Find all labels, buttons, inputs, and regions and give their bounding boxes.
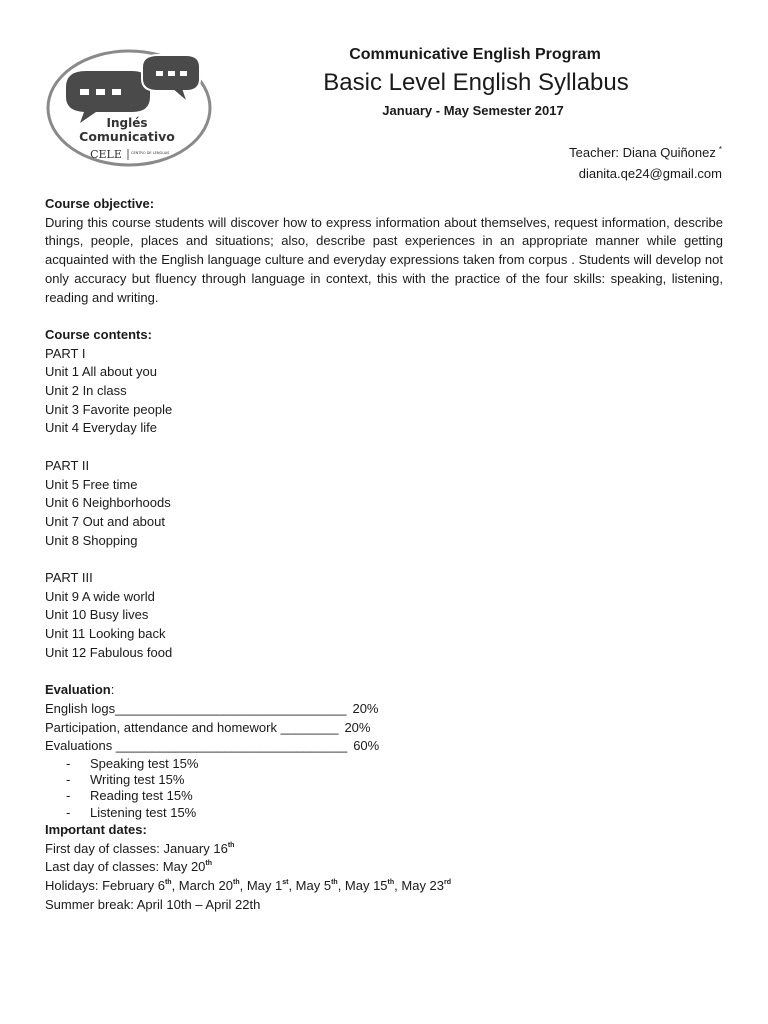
ordinal-suffix: th xyxy=(232,878,240,886)
contents-heading: Course contents: xyxy=(45,326,152,342)
test-item: - Reading test 15% xyxy=(45,788,723,804)
evaluation-percent: 20% xyxy=(352,700,379,716)
logo-org: CELE xyxy=(90,148,122,161)
evaluation-heading: Evaluation xyxy=(45,682,111,698)
part-title: PART I xyxy=(45,345,86,361)
objective-text: During this course students will discover how to express information about themselves, request information, describe things, people, places and situations; also, describe past experiences in an appropriate manner while getting acquainted with the English language culture and everyday expressions taken from corpus . Students will develop not only accuracy but fluency through language in context, this with the practice of the four skills: speaking, listening, reading and writing. xyxy=(45,214,723,305)
test-item: - Listening test 15% xyxy=(45,805,723,821)
unit-item: Unit 6 Neighborhoods xyxy=(45,495,171,511)
page-title: Basic Level English Syllabus xyxy=(323,69,629,96)
test-item: - Speaking test 15% xyxy=(45,756,723,772)
evaluation-row xyxy=(45,737,723,756)
evaluation-label: English logs________________________________ xyxy=(45,700,347,716)
objective-heading: Course objective: xyxy=(45,196,155,211)
unit-item: Unit 8 Shopping xyxy=(45,532,138,548)
teacher-name: Teacher: Diana Quiñonez xyxy=(569,145,716,160)
ordinal-suffix: th xyxy=(164,878,172,886)
evaluation-colon: : xyxy=(110,682,115,698)
holiday-date: , May 5 xyxy=(288,877,332,893)
ordinal-suffix: th xyxy=(227,841,235,849)
unit-item: Unit 11 Looking back xyxy=(45,626,166,642)
unit-item: Unit 7 Out and about xyxy=(45,513,165,529)
teacher-line xyxy=(569,139,722,163)
ordinal-suffix: st xyxy=(282,878,289,886)
dates-heading: Important dates: xyxy=(45,821,147,837)
test-item: - Writing test 15% xyxy=(45,772,723,788)
unit-item: Unit 2 In class xyxy=(45,383,127,399)
ordinal-suffix: rd xyxy=(444,878,452,886)
last-day xyxy=(45,858,723,877)
ordinal-suffix: th xyxy=(387,878,395,886)
last-day-text: Last day of classes: May 20 xyxy=(45,859,206,875)
unit-item: Unit 5 Free time xyxy=(45,476,138,492)
unit-item: Unit 1 All about you xyxy=(45,364,158,380)
semester: January - May Semester 2017 xyxy=(382,103,564,118)
part-1 xyxy=(45,345,723,439)
logo-line1: Inglés xyxy=(106,116,148,130)
evaluation-label: Participation, attendance and homework ________ xyxy=(45,719,339,735)
ordinal-suffix: th xyxy=(205,860,213,868)
unit-item: Unit 3 Favorite people xyxy=(45,401,173,417)
evaluation-row xyxy=(45,719,723,738)
evaluation-heading-line xyxy=(45,681,723,700)
holiday-date: , May 1 xyxy=(239,877,283,893)
unit-item: Unit 9 A wide world xyxy=(45,588,155,604)
syllabus-body xyxy=(45,195,723,914)
teacher-info xyxy=(569,139,722,184)
logo-line2: Comunicativo xyxy=(79,129,175,144)
first-day xyxy=(45,840,723,859)
part-title: PART II xyxy=(45,457,90,473)
holiday-date: , March 20 xyxy=(171,877,233,893)
test-list xyxy=(45,756,723,821)
evaluation-percent: 20% xyxy=(344,719,371,735)
evaluation-row xyxy=(45,700,723,719)
unit-item: Unit 4 Everyday life xyxy=(45,420,157,436)
unit-item: Unit 10 Busy lives xyxy=(45,607,149,623)
evaluation-percent: 60% xyxy=(353,738,380,754)
logo-org-sub: CENTRO DE LENGUAS xyxy=(131,151,170,155)
evaluation-label: Evaluations ________________________________ xyxy=(45,738,348,754)
part-title: PART III xyxy=(45,570,93,586)
holiday-date: , May 23 xyxy=(394,877,445,893)
part-3 xyxy=(45,569,723,663)
holiday-date: , May 15 xyxy=(337,877,388,893)
teacher-mark: * xyxy=(718,145,722,154)
summer-break: Summer break: April 10th – April 22th xyxy=(45,896,261,912)
holiday-date: Holidays: February 6 xyxy=(45,877,165,893)
first-day-text: First day of classes: January 16 xyxy=(45,840,228,856)
holidays xyxy=(45,877,723,896)
part-2 xyxy=(45,457,723,551)
teacher-email[interactable]: dianita.qe24@gmail.com xyxy=(578,166,722,181)
program-name: Communicative English Program xyxy=(349,46,601,63)
ordinal-suffix: th xyxy=(331,878,338,886)
unit-item: Unit 12 Fabulous food xyxy=(45,644,173,660)
